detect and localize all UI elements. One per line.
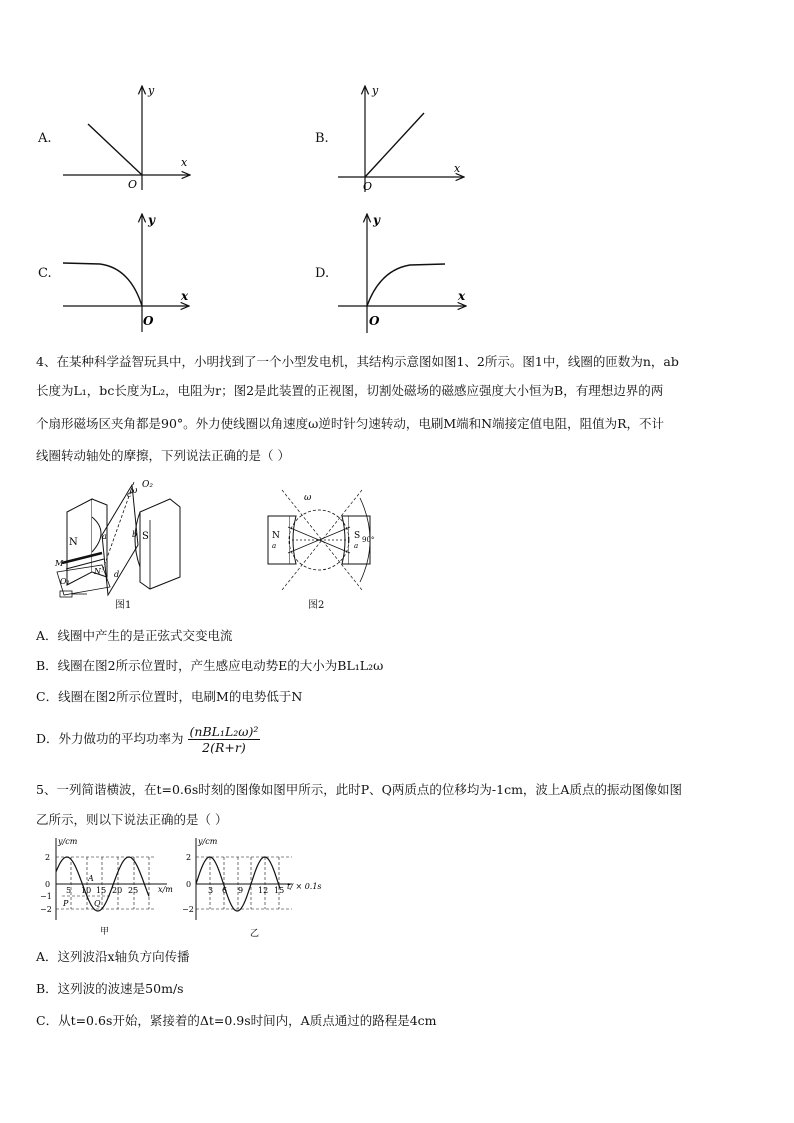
point-a: A xyxy=(88,874,94,883)
fig2-omega: ω xyxy=(304,493,312,503)
fig1-c: c xyxy=(127,490,132,499)
graph-option-d xyxy=(330,208,480,333)
q5-stem-line2: 乙所示，则以下说法正确的是（ ） xyxy=(36,812,228,827)
caption: 乙 xyxy=(250,929,260,939)
q4-stem-line2: 长度为L₁，bc长度为L₂，电阻为r；图2是此装置的正视图，切割处磁场的磁感应强度大小恒为B，有理想边界的两 xyxy=(36,383,664,398)
xtick-12: 12 xyxy=(258,886,269,895)
fraction-numerator: (nBL₁L₂ω)² xyxy=(189,724,259,739)
fig2-a-left: a xyxy=(272,542,277,550)
fig1-omega: ω xyxy=(130,486,138,496)
fig1-b: b xyxy=(132,530,138,539)
xtick-15: 15 xyxy=(274,886,285,895)
fig1-o1: O₁ xyxy=(60,577,70,586)
chart-yi-vibration xyxy=(180,834,330,944)
fraction-denominator: 2(R+r) xyxy=(202,740,246,755)
fig2-angle: 90° xyxy=(362,536,375,544)
y-label: y xyxy=(372,84,379,97)
x-label: x xyxy=(181,156,188,169)
ytick-m1: −1 xyxy=(40,892,52,901)
q4-option-d xyxy=(36,724,260,755)
point-q: Q xyxy=(94,899,101,908)
ytick-m2: −2 xyxy=(182,905,194,914)
q4-option-d-fraction xyxy=(188,724,261,755)
curve xyxy=(367,264,445,306)
graph-option-c xyxy=(55,208,205,333)
x-label: x/m xyxy=(158,885,173,894)
xtick-25: 25 xyxy=(128,886,139,895)
y-label: y/cm xyxy=(58,837,78,846)
fig2-a-right: a xyxy=(354,542,359,550)
q4-option-a: A．线圈中产生的是正弦式交变电流 xyxy=(36,628,233,643)
q5-option-a: A．这列波沿x轴负方向传播 xyxy=(36,949,190,964)
q4-option-d-prefix: D．外力做功的平均功率为 xyxy=(36,731,184,746)
chart-jia-wave xyxy=(32,834,182,939)
fig1-n-brush: N xyxy=(94,567,101,576)
q4-stem-line1: 4、在某种科学益智玩具中，小明找到了一个小型发电机，其结构示意图如图1、2所示。图1中，线圈的匝数为n，ab xyxy=(36,354,679,369)
curve xyxy=(63,263,142,306)
point-p: P xyxy=(63,899,69,908)
origin-label: O xyxy=(369,314,380,328)
ytick-2: 2 xyxy=(45,853,51,862)
graph-option-a xyxy=(55,80,215,195)
figure-2-front-view xyxy=(262,480,382,600)
q5-option-c: C．从t=0.6s开始，紧接着的Δt=0.9s时间内，A质点通过的路程是4cm xyxy=(36,1013,437,1028)
option-d-label: D. xyxy=(315,266,330,281)
fig2-n-pole: N xyxy=(272,531,280,541)
xtick-5: 5 xyxy=(66,886,72,895)
fig1-n-pole: N xyxy=(69,537,78,548)
xtick-10: 10 xyxy=(81,886,92,895)
x-label: x xyxy=(458,289,466,303)
curve xyxy=(88,124,142,175)
origin-label: O xyxy=(363,180,373,193)
fig1-caption: 图1 xyxy=(115,600,132,611)
option-b-label: B. xyxy=(315,131,329,146)
ytick-0: 0 xyxy=(45,880,51,889)
graph-option-b xyxy=(330,80,480,195)
fig1-a: a xyxy=(102,532,107,541)
xtick-9: 9 xyxy=(238,886,244,895)
fig1-o2: O₂ xyxy=(142,480,153,490)
q4-stem-line3: 个扇形磁场区夹角都是90°。外力使线圈以角速度ω逆时针匀速转动，电刷M端和N端接定值电阻，阻值为R，不计 xyxy=(36,416,664,431)
ytick-2: 2 xyxy=(186,853,192,862)
fig2-s-pole: S xyxy=(354,531,361,541)
curve xyxy=(365,113,424,177)
xtick-20: 20 xyxy=(112,886,123,895)
caption: 甲 xyxy=(100,927,110,937)
xtick-15: 15 xyxy=(96,886,107,895)
x-label: t/ × 0.1s xyxy=(287,882,322,891)
q4-option-b: B．线圈在图2所示位置时，产生感应电动势E的大小为BL₁L₂ω xyxy=(36,658,384,673)
y-label: y xyxy=(148,213,155,227)
origin-label: O xyxy=(128,178,138,191)
ytick-m2: −2 xyxy=(40,905,52,914)
xtick-3: 3 xyxy=(208,886,214,895)
x-label: x xyxy=(454,162,461,175)
figure-1-generator xyxy=(52,477,202,607)
origin-label: O xyxy=(143,314,154,328)
fig2-caption: 图2 xyxy=(308,600,325,611)
option-c-label: C. xyxy=(38,266,52,281)
q4-option-c: C．线圈在图2所示位置时，电刷M的电势低于N xyxy=(36,689,303,704)
fig1-s-pole: S xyxy=(142,531,149,542)
y-label: y/cm xyxy=(198,837,218,846)
q5-stem-line1: 5、一列简谐横波，在t=0.6s时刻的图像如图甲所示，此时P、Q两质点的位移均为-1cm，波上A质点的振动图像如图 xyxy=(36,782,682,797)
x-label: x xyxy=(181,289,189,303)
fig1-m: M xyxy=(55,559,64,568)
xtick-6: 6 xyxy=(222,886,228,895)
q5-option-b: B．这列波的波速是50m/s xyxy=(36,981,184,996)
fig1-d: d xyxy=(114,570,120,579)
y-label: y xyxy=(148,84,155,97)
ytick-0: 0 xyxy=(186,880,192,889)
option-a-label: A. xyxy=(38,131,52,146)
q4-stem-line4: 线圈转动轴处的摩擦，下列说法正确的是（ ） xyxy=(36,448,290,463)
y-label: y xyxy=(373,213,380,227)
